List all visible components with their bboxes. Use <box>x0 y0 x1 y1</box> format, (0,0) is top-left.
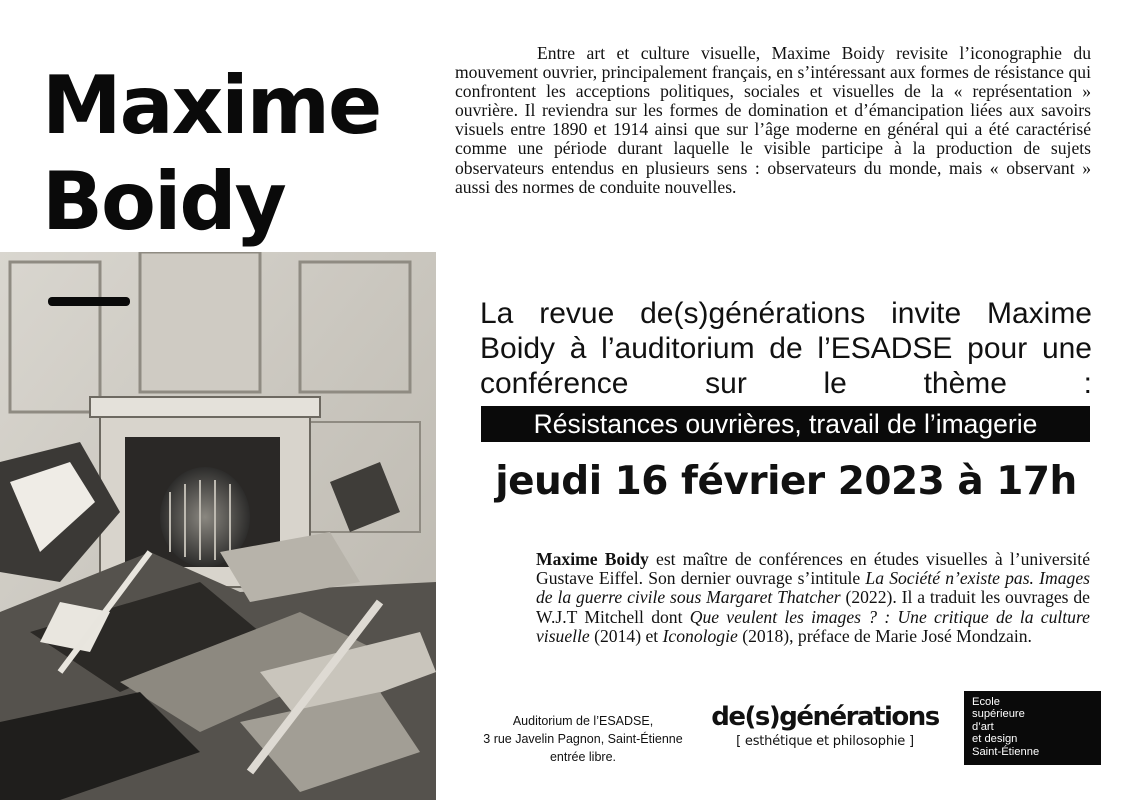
bio-part-4: (2018), préface de Marie José Mondzain. <box>737 625 1032 646</box>
bio-part-3: (2014) et <box>589 625 663 646</box>
invitation-text: La revue de(s)générations invite Maxime Boidy à l’auditorium de l’ESADSE pour une conférence sur le thème : <box>480 297 1092 400</box>
speaker-bio <box>536 550 1090 646</box>
desgenerations-logo <box>706 700 944 750</box>
logo-subtitle: [ esthétique et philosophie ] <box>736 734 914 749</box>
school-line-3: d’art <box>972 720 994 733</box>
intro-paragraph: Entre art et culture visuelle, Maxime Boidy revisite l’iconographie du mouvement ouvrier, principalement français, en s’intéressant aux formes de résistance qui confrontent les acceptions politiques, sociales et visuelles de la « représentation » ouvrière. Il reviendra sur les formes de domination et d’émancipation liées aux savoirs visuels entre 1890 et 1914 ainsi que sur l’âge moderne en général qui a été caractérisé comme une période durant laquelle le visible participe à la production de sujets observateurs entendus en plusieurs sens : observateurs du monde, mais « observant » aussi des normes de conduite nouvelles. <box>455 43 1091 197</box>
bio-part-2: (2022). Il a traduit les ouvrages de W.J.T Mitchell dont <box>536 587 1090 627</box>
bio-book-2: Que veulent les images ? : Une critique de la culture visuelle <box>536 606 1090 646</box>
school-line-4: et design <box>972 733 1018 746</box>
archival-photo <box>0 252 436 800</box>
event-date: jeudi 16 février 2023 à 17h <box>495 459 1077 504</box>
esadse-logo <box>964 691 1101 765</box>
speaker-name-title <box>42 58 380 250</box>
bio-part-1: est maître de conférences en études visuelles à l’université Gustave Eiffel. Son dernier ouvrage s’intitule <box>536 549 1091 589</box>
title-last-name: Boidy <box>42 155 285 248</box>
logo-name: de(s)générations <box>711 702 939 732</box>
address-line-3: entrée libre. <box>549 750 616 764</box>
ransacked-room-photo-icon <box>0 252 436 800</box>
school-line-2: supérieure <box>972 708 1025 721</box>
address-line-1: Auditorium de l’ESADSE, <box>512 714 654 728</box>
title-first-name: Maxime <box>42 59 381 152</box>
title-dash-divider <box>48 297 130 306</box>
bio-name: Maxime Boidy <box>536 549 649 569</box>
venue-address <box>478 712 688 766</box>
school-line-5: Saint-Étienne <box>972 745 1040 758</box>
bio-book-3: Iconologie <box>662 625 738 646</box>
address-line-2: 3 rue Javelin Pagnon, Saint-Étienne <box>483 732 683 746</box>
conference-theme-banner: Résistances ouvrières, travail de l’imagerie <box>481 406 1090 442</box>
bio-book-1: La Société n’existe pas. Images de la guerre civile sous Margaret Thatcher <box>536 568 1090 608</box>
school-line-1: Ecole <box>972 696 1000 708</box>
